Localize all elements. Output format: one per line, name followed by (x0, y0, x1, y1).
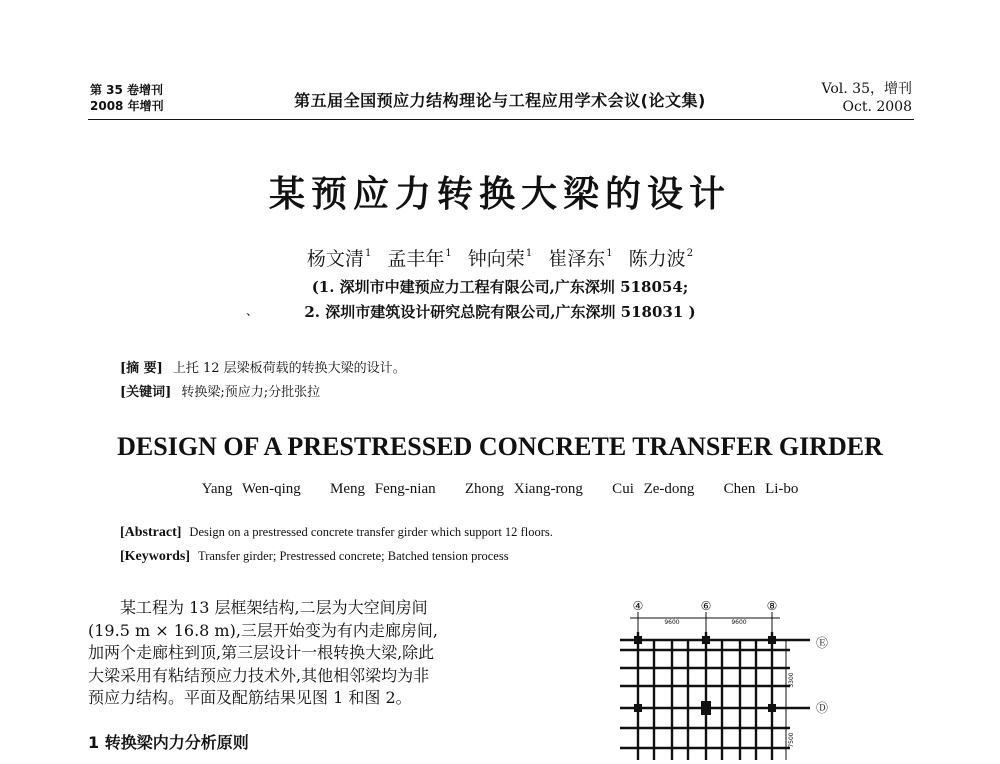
section-heading: 1 转换梁内力分析原则 (88, 733, 249, 752)
conference-title: 第五届全国预应力结构理论与工程应用学术会议(论文集) (294, 91, 706, 110)
abstract-text-cn: 上托 12 层梁板荷载的转换大梁的设计。 (172, 361, 406, 376)
keywords-cn (120, 381, 320, 400)
axis-label: ④ (632, 599, 644, 613)
axis-label: Ⓔ (815, 636, 829, 650)
keywords-label-cn: [关键词] (120, 385, 172, 400)
abstract-text-en: Design on a prestressed concrete transfer girder which support 12 floors. (189, 525, 553, 539)
volume-line-en: Vol. 35，增刊 (821, 81, 912, 97)
dimension-label: 3300 (788, 672, 795, 688)
keywords-text-en: Transfer girder; Prestressed concrete; Batched tension process (198, 549, 509, 563)
keywords-en (120, 549, 509, 565)
abstract-en (120, 525, 553, 541)
floor-plan-drawing (600, 590, 840, 760)
abstract-label-cn: [摘 要] (120, 361, 163, 376)
abstract-label-en: [Abstract] (120, 525, 182, 540)
affiliation-1: (1. 深圳市中建预应力工程有限公司,广东深圳 518054; (311, 278, 689, 296)
body-line: 预应力结构。平面及配筋结果见图 1 和图 2。 (88, 688, 412, 707)
body-line: (19.5 m × 16.8 m),三层开始变为有内走廊房间, (88, 620, 439, 640)
dimension-label: 7500 (788, 732, 795, 748)
year-line: 2008 年增刊 (90, 99, 164, 113)
dimension-label: 9600 (731, 619, 747, 626)
author: 孟丰年$^1$ (387, 248, 452, 270)
body-line: 大梁采用有粘结预应力技术外,其他相邻梁均为非 (88, 665, 430, 685)
axis-label: Ⓓ (815, 701, 829, 715)
floor-plan-figure (600, 590, 840, 764)
authors-en: Yang Wen-qing Meng Feng-nian Zhong Xiang-rong Cui Ze-dong Chen Li-bo (201, 481, 799, 497)
abstract-cn (120, 357, 406, 376)
authors-cn (0, 244, 1000, 271)
paper-title-cn: 某预应力转换大梁的设计 (268, 173, 731, 215)
header-rule (88, 119, 914, 120)
author: 钟向荣$^1$ (467, 248, 533, 270)
keywords-text-cn: 转换梁;预应力;分批张拉 (181, 385, 321, 400)
keywords-label-en: [Keywords] (120, 549, 190, 564)
body-line: 加两个走廊柱到顶,第三层设计一根转换大梁,除此 (88, 643, 435, 662)
author: 陈力波$^2$ (628, 248, 694, 270)
body-line: 某工程为 13 层框架结构,二层为大空间房间 (120, 598, 428, 617)
paper-title-en: DESIGN OF A PRESTRESSED CONCRETE TRANSFER GIRDER (117, 432, 883, 461)
axis-label: ⑧ (766, 599, 778, 613)
journal-volume-en (822, 80, 912, 116)
axis-label: ⑥ (700, 599, 712, 613)
author: 杨文清$^1$ (306, 248, 372, 270)
body-paragraph (88, 597, 508, 710)
volume-line: 第 35 卷增刊 (90, 83, 164, 97)
affiliation-2: 2. 深圳市建筑设计研究总院有限公司,广东深圳 518031 ) (304, 303, 696, 321)
date-line-en: Oct. 2008 (842, 99, 912, 115)
author: 崔泽东$^1$ (548, 248, 613, 270)
stray-mark: 、 (246, 304, 259, 318)
dimension-label: 9600 (664, 619, 680, 626)
